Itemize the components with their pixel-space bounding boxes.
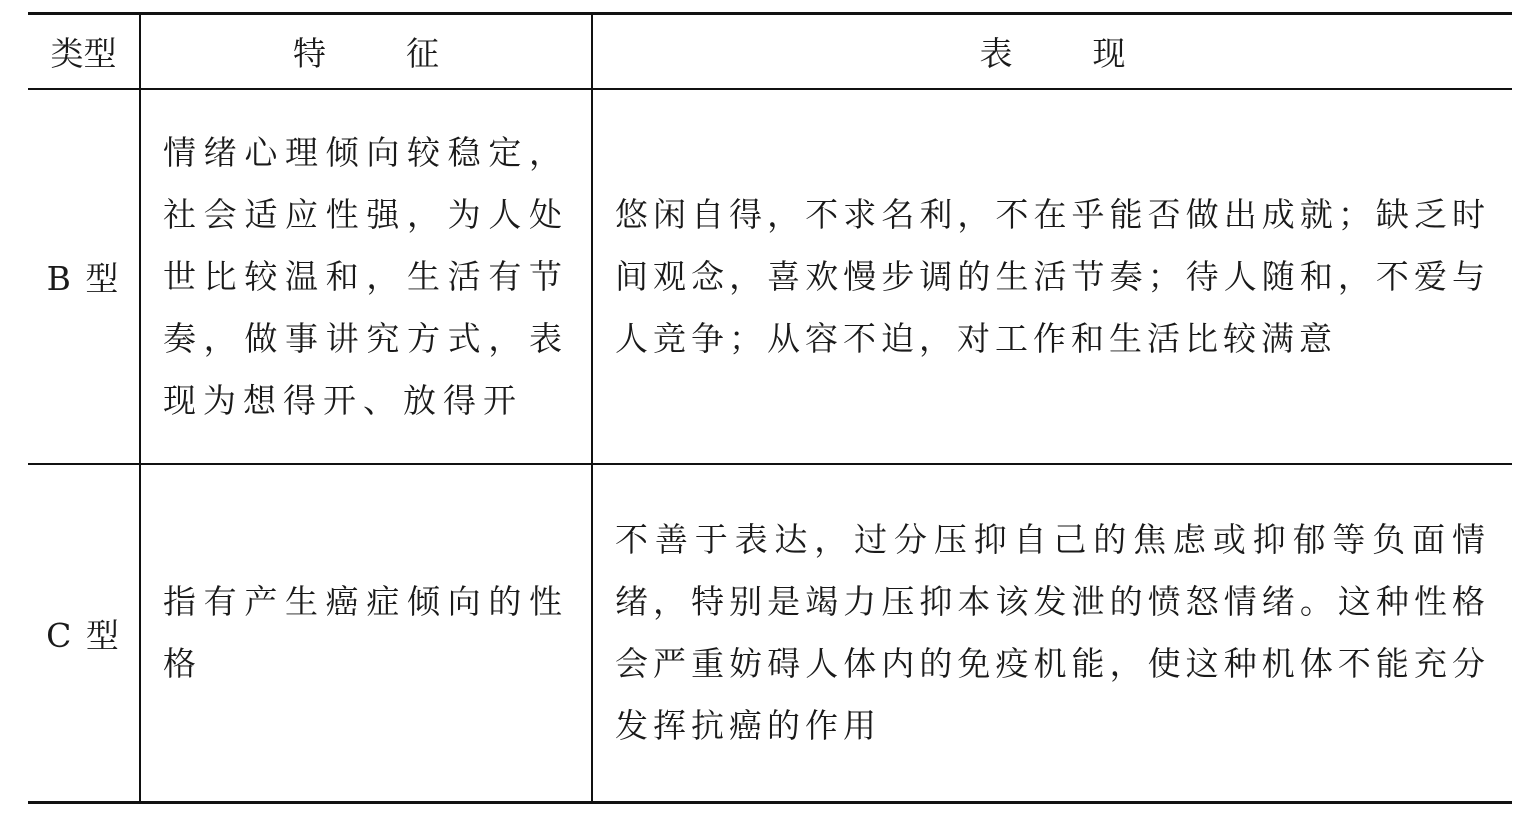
header-performance: 表现 [592,14,1512,90]
table-header-row [28,14,1512,90]
table-row [28,89,1512,464]
header-type: 类型 [28,14,140,90]
table-row [28,464,1512,803]
row-feature-cell: 指有产生癌症倾向的性格 [140,464,592,803]
row-feature-cell: 情绪心理倾向较稳定，社会适应性强，为人处世比较温和，生活有节奏，做事讲究方式，表现为想得开、放得开 [140,89,592,464]
row-type-cell: B 型 [28,89,140,464]
row-performance-cell: 悠闲自得，不求名利，不在乎能否做出成就；缺乏时间观念，喜欢慢步调的生活节奏；待人随和，不爱与人竞争；从容不迫，对工作和生活比较满意 [592,89,1512,464]
row-performance-cell: 不善于表达，过分压抑自己的焦虑或抑郁等负面情绪，特别是竭力压抑本该发泄的愤怒情绪。这种性格会严重妨碍人体内的免疫机能，使这种机体不能充分发挥抗癌的作用 [592,464,1512,803]
personality-type-table [28,12,1512,804]
row-type-cell: C 型 [28,464,140,803]
header-feature: 特征 [140,14,592,90]
